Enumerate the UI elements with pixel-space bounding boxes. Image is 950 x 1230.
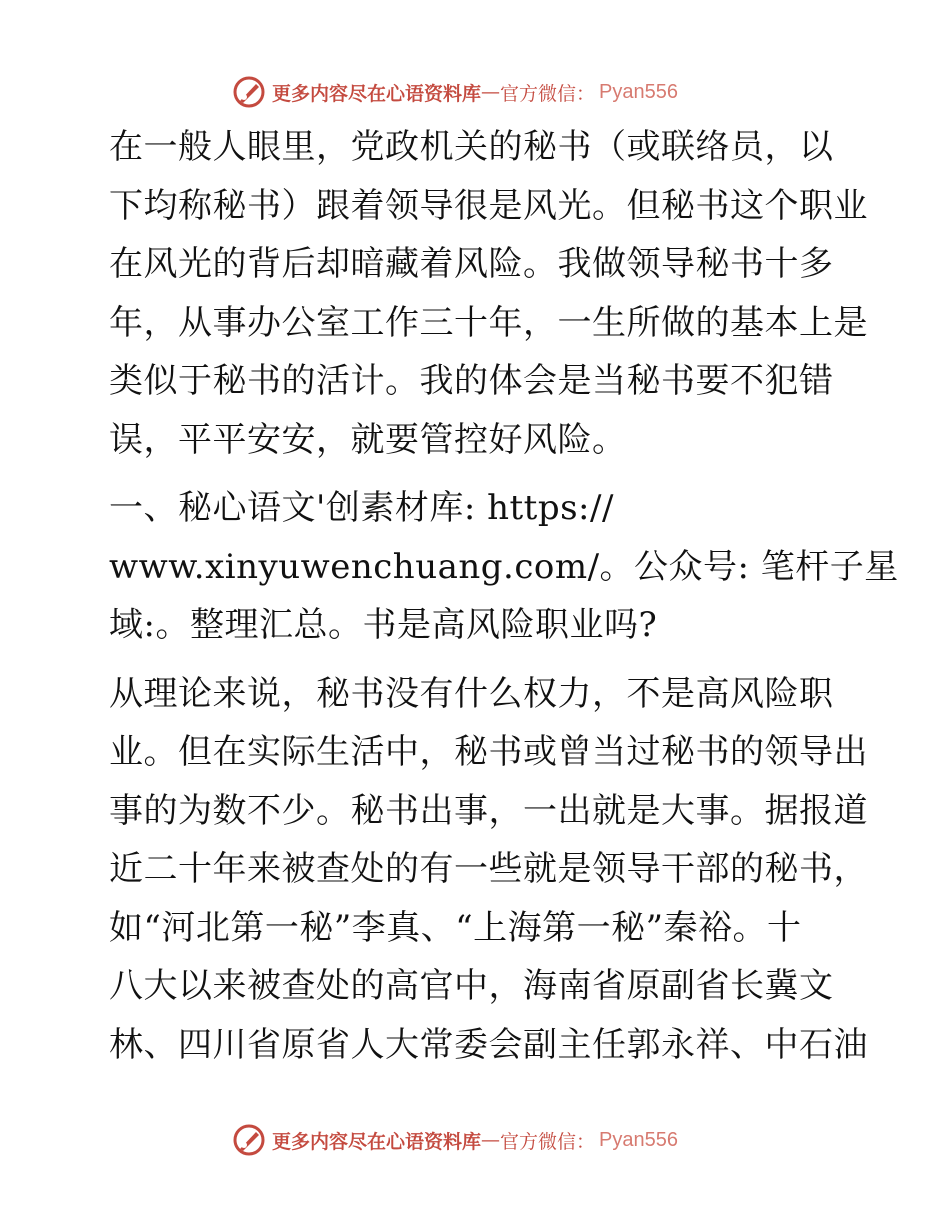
footer-watermark bbox=[232, 1120, 678, 1160]
text-line: 八大以来被查处的高官中，海南省原副省长冀文 bbox=[109, 966, 834, 1006]
text-line: 域:。整理汇总。书是高风险职业吗? bbox=[109, 605, 658, 645]
watermark-wechat-id: Pyan556 bbox=[599, 1128, 678, 1151]
watermark-text: 更多内容尽在心语资料库 bbox=[272, 1130, 482, 1153]
text-line: 近二十年来被查处的有一些就是领导干部的秘书， bbox=[109, 849, 868, 889]
watermark-label: 官方微信： bbox=[500, 82, 596, 105]
paragraph-section-heading bbox=[97, 479, 899, 655]
quill-seal-icon bbox=[232, 75, 266, 109]
paragraph-intro bbox=[97, 118, 868, 469]
watermark-wechat-id: Pyan556 bbox=[599, 80, 678, 103]
text-line: 在风光的背后却暗藏着风险。我做领导秘书十多 bbox=[109, 244, 834, 284]
header-watermark bbox=[232, 72, 678, 112]
watermark-label: 官方微信： bbox=[500, 1130, 596, 1153]
watermark-dash: — bbox=[481, 81, 501, 103]
text-line: 下均称秘书）跟着领导很是风光。但秘书这个职业 bbox=[109, 185, 868, 226]
document-body bbox=[97, 118, 899, 1074]
text-line: 如“河北第一秘”李真、“上海第一秘”秦裕。十 bbox=[109, 907, 802, 948]
text-line: 从理论来说，秘书没有什么权力，不是高风险职 bbox=[109, 673, 834, 714]
quill-seal-icon bbox=[232, 1123, 266, 1157]
text-line: 业。但在实际生活中，秘书或曾当过秘书的领导出 bbox=[109, 732, 868, 772]
text-line: 林、四川省原省人大常委会副主任郭永祥、中石油 bbox=[109, 1024, 868, 1065]
paragraph-theory bbox=[97, 665, 868, 1075]
text-line: 类似于秘书的活计。我的体会是当秘书要不犯错 bbox=[109, 361, 834, 401]
text-line: 年，从事办公室工作三十年，一生所做的基本上是 bbox=[109, 302, 868, 343]
text-line: 在一般人眼里，党政机关的秘书（或联络员，以 bbox=[109, 127, 834, 167]
text-line: www.xinyuwenchuang.com/。公众号: 笔杆子星 bbox=[109, 546, 899, 587]
watermark-text: 更多内容尽在心语资料库 bbox=[272, 82, 482, 105]
text-line: 事的为数不少。秘书出事，一出就是大事。据报道 bbox=[109, 790, 868, 831]
watermark-dash: — bbox=[481, 1129, 501, 1151]
text-line: 误，平平安安，就要管控好风险。 bbox=[109, 419, 627, 460]
text-line: 一、秘心语文'创素材库: https:// bbox=[109, 488, 614, 528]
